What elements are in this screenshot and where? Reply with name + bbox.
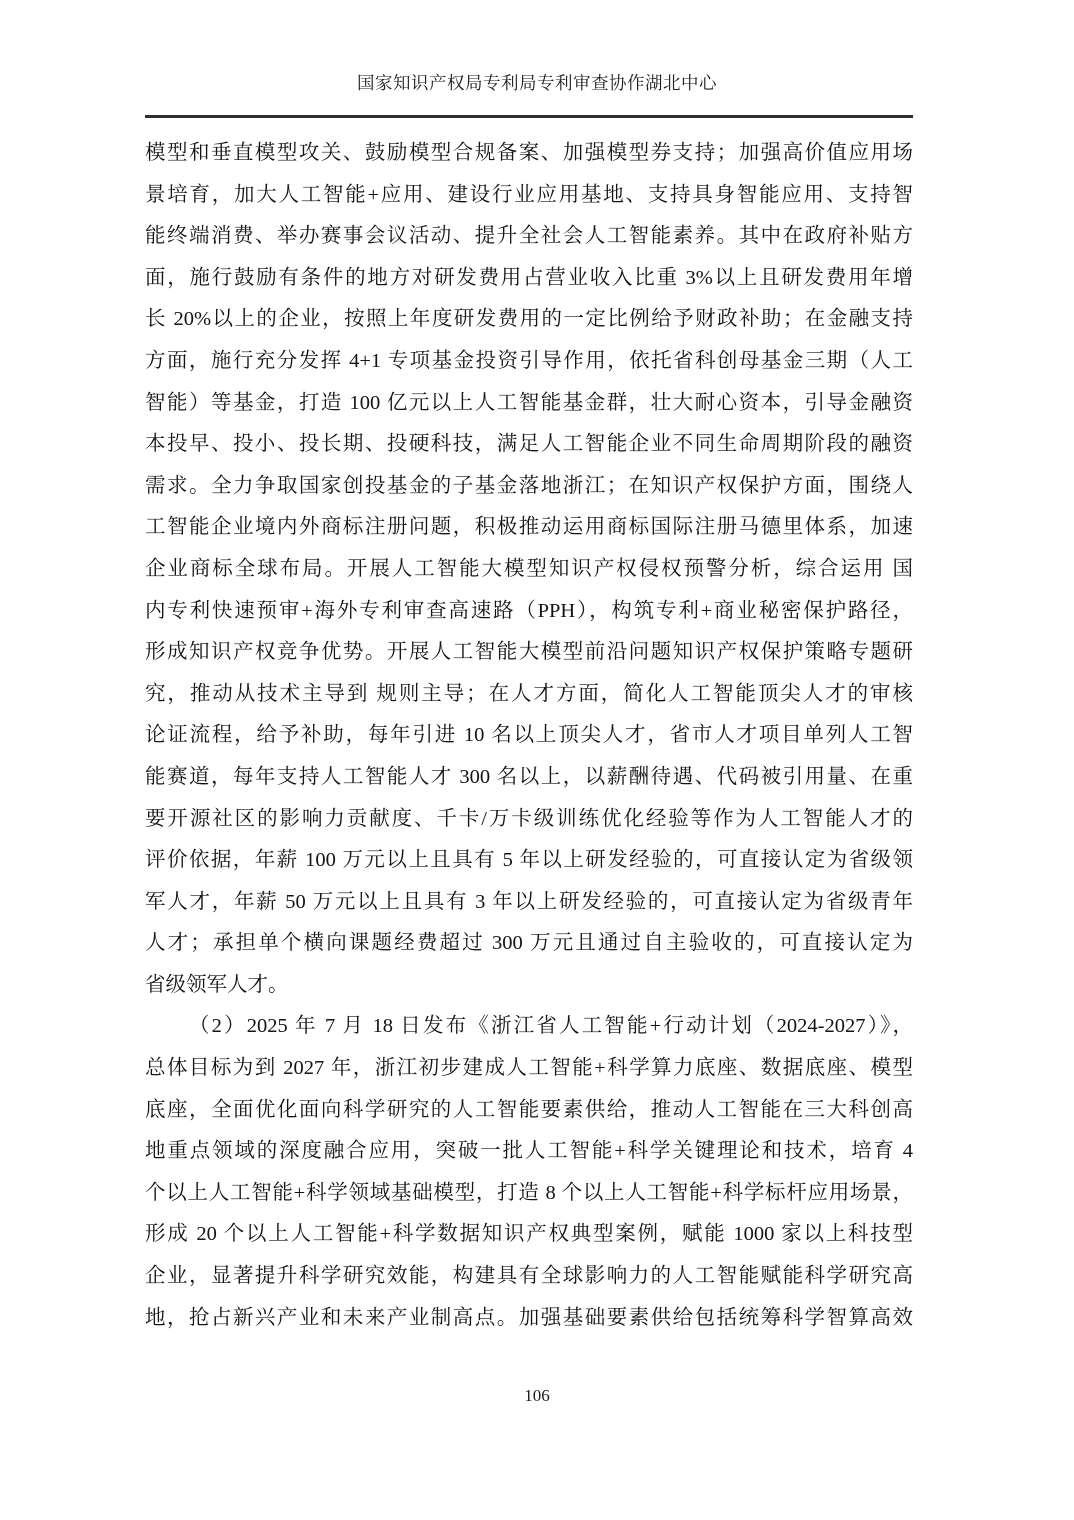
text-line: 景培育，加大人工智能+应用、建设行业应用基地、支持具身智能应用、支持智 — [145, 183, 913, 206]
page-number: 106 — [524, 1386, 550, 1405]
text-line: 底座，全面优化面向科学研究的人工智能要素供给，推动人工智能在三大科创高 — [145, 1098, 913, 1121]
text-line: 能终端消费、举办赛事会议活动、提升全社会人工智能素养。其中在政府补贴方 — [145, 225, 913, 248]
text-line: 模型和垂直模型攻关、鼓励模型合规备案、加强模型券支持；加强高价值应用场 — [145, 142, 913, 164]
paragraph — [145, 133, 913, 1006]
text-line: 本投早、投小、投长期、投硬科技，满足人工智能企业不同生命周期阶段的融资 — [145, 433, 913, 456]
text-line: 内专利快速预审+海外专利审查高速路（PPH），构筑专利+商业秘密保护路径， — [145, 599, 913, 622]
text-line: 能赛道，每年支持人工智能人才 300 名以上，以薪酬待遇、代码被引用量、在重 — [145, 765, 913, 788]
text-line: 要开源社区的影响力贡献度、千卡/万卡级训练优化经验等作为人工智能人才的 — [145, 807, 913, 830]
text-line: 智能）等基金，打造 100 亿元以上人工智能基金群，壮大耐心资本，引导金融资 — [145, 391, 913, 414]
text-line: （2）2025 年 7 月 18 日发布《浙江省人工智能+行动计划（2024-2027）》， — [189, 1015, 913, 1038]
text-line: 人才；承担单个横向课题经费超过 300 万元且通过自主验收的，可直接认定为 — [145, 932, 913, 955]
text-line: 总体目标为到 2027 年，浙江初步建成人工智能+科学算力底座、数据底座、模型 — [145, 1057, 913, 1080]
text-line: 地重点领域的深度融合应用，突破一批人工智能+科学关键理论和技术，培育 4 — [145, 1140, 913, 1163]
text-line: 评价依据，年薪 100 万元以上且具有 5 年以上研发经验的，可直接认定为省级领 — [145, 849, 913, 872]
text-line: 方面，施行充分发挥 4+1 专项基金投资引导作用，依托省科创母基金三期（人工 — [145, 349, 913, 372]
page-header-title: 国家知识产权局专利局专利审查协作湖北中心 — [357, 73, 717, 93]
text-line: 形成知识产权竞争优势。开展人工智能大模型前沿问题知识产权保护策略专题研 — [145, 641, 913, 664]
text-line: 需求。全力争取国家创投基金的子基金落地浙江；在知识产权保护方面，围绕人 — [145, 474, 913, 497]
text-line: 个以上人工智能+科学领域基础模型，打造 8 个以上人工智能+科学标杆应用场景， — [145, 1181, 913, 1204]
text-line: 论证流程，给予补助，每年引进 10 名以上顶尖人才，省市人才项目单列人工智 — [145, 724, 913, 747]
paragraph — [145, 1006, 913, 1339]
text-line: 究，推动从技术主导到 规则主导；在人才方面，简化人工智能顶尖人才的审核 — [145, 682, 913, 705]
text-line: 面，施行鼓励有条件的地方对研发费用占营业收入比重 3%以上且研发费用年增 — [145, 266, 913, 289]
text-line: 地，抢占新兴产业和未来产业制高点。加强基础要素供给包括统筹科学智算高效 — [145, 1306, 913, 1329]
header-rule-divider — [145, 115, 913, 118]
text-line: 工智能企业境内外商标注册问题，积极推动运用商标国际注册马德里体系，加速 — [145, 516, 913, 539]
doc-body — [145, 133, 913, 1339]
text-line: 军人才，年薪 50 万元以上且具有 3 年以上研发经验的，可直接认定为省级青年 — [145, 890, 913, 913]
text-line: 长 20%以上的企业，按照上年度研发费用的一定比例给予财政补助；在金融支持 — [145, 308, 913, 331]
text-line: 省级领军人才。 — [145, 973, 289, 996]
text-line: 企业，显著提升科学研究效能，构建具有全球影响力的人工智能赋能科学研究高 — [145, 1265, 913, 1288]
text-line: 形成 20 个以上人工智能+科学数据知识产权典型案例，赋能 1000 家以上科技型 — [145, 1223, 913, 1246]
text-line: 企业商标全球布局。开展人工智能大模型知识产权侵权预警分析，综合运用 国 — [145, 557, 913, 580]
